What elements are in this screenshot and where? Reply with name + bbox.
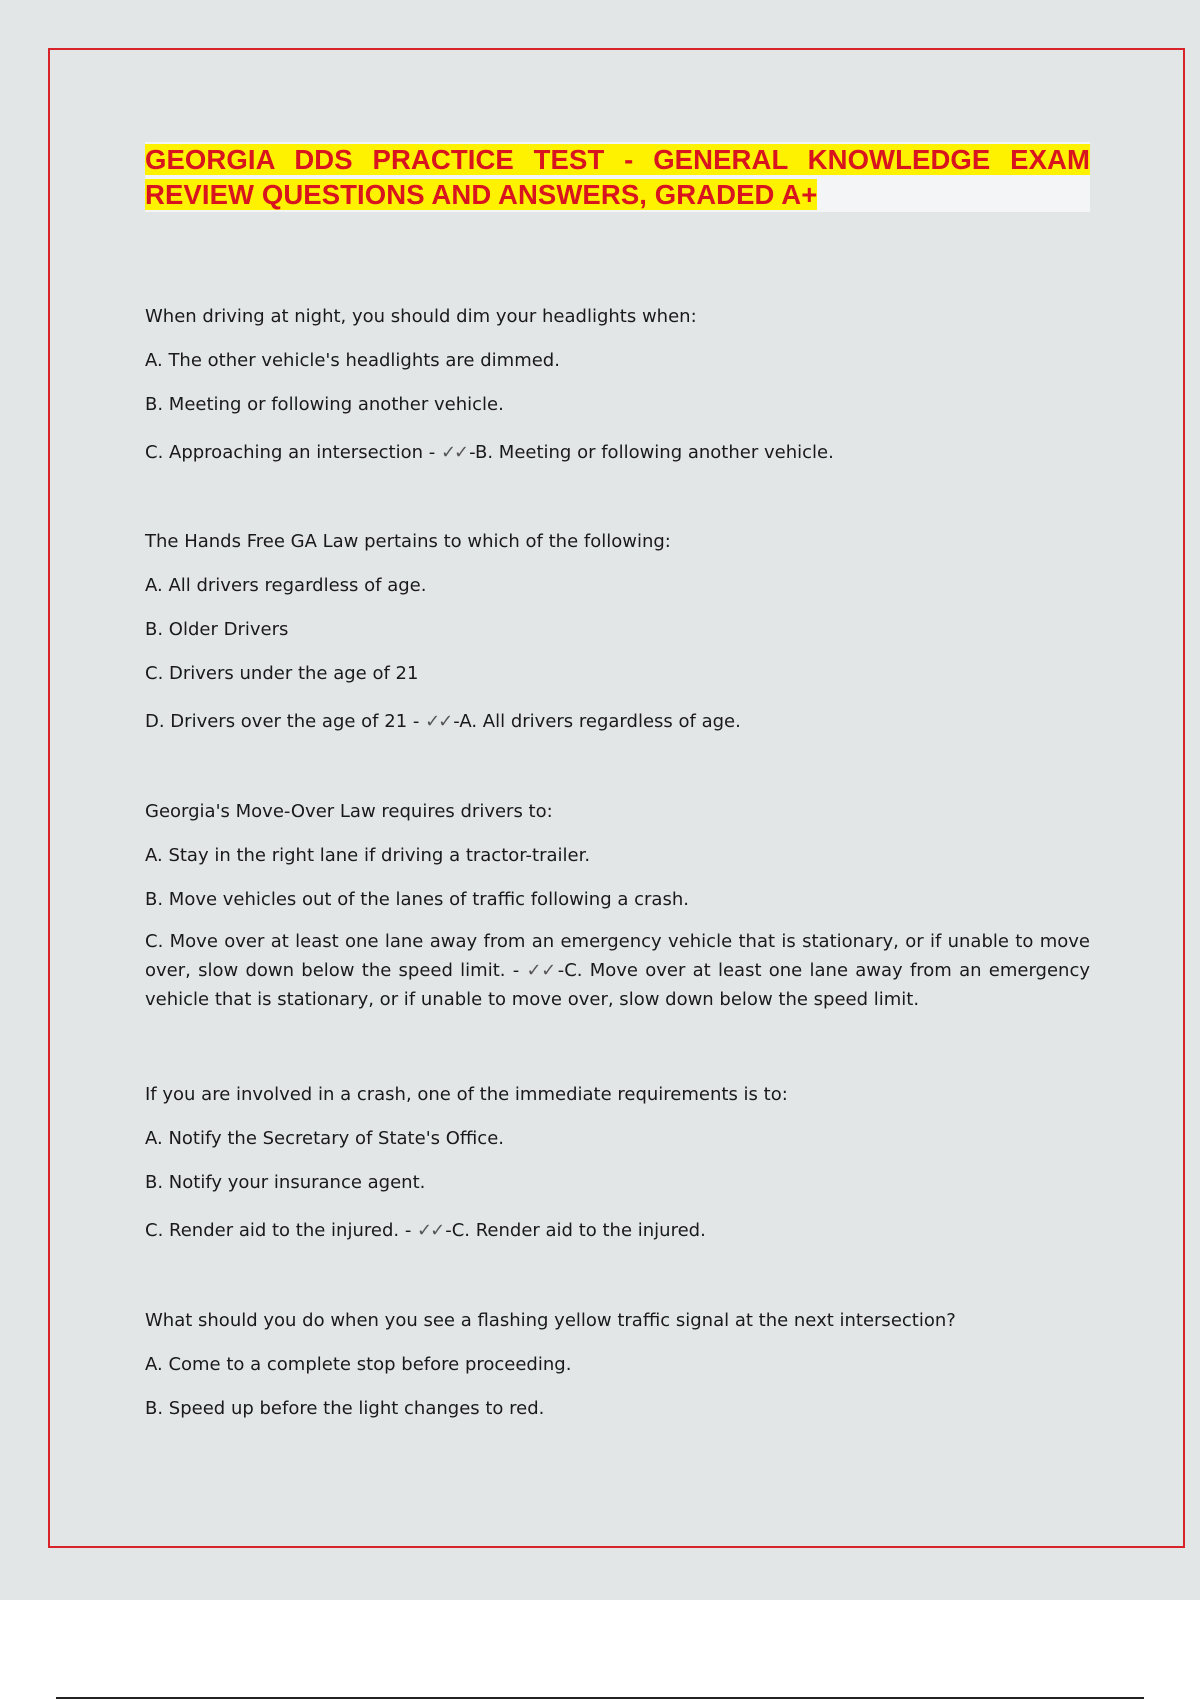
answer-option-text: C. Move over at least one lane away from an emergency vehicle that is stationary, or if unable to move over, slow down below the speed limit. - bbox=[145, 931, 1090, 981]
answer-option: A. The other vehicle's headlights are dimmed. bbox=[145, 350, 560, 371]
answer-option: A. All drivers regardless of age. bbox=[145, 575, 427, 596]
answer-option-with-answer bbox=[145, 927, 1090, 1014]
answer-option-with-answer bbox=[145, 1218, 1090, 1244]
answer-option-text: D. Drivers over the age of 21 - bbox=[145, 711, 426, 732]
question-block bbox=[145, 799, 1090, 1014]
double-check-icon: ✓✓ bbox=[417, 1220, 444, 1241]
answer-option: B. Meeting or following another vehicle. bbox=[145, 394, 504, 415]
question-text: When driving at night, you should dim your headlights when: bbox=[145, 306, 697, 327]
answer-option-with-answer bbox=[145, 709, 1090, 735]
answer-option-text: C. Render aid to the injured. - bbox=[145, 1220, 418, 1241]
correct-answer: -A. All drivers regardless of age. bbox=[453, 711, 741, 732]
answer-option: A. Stay in the right lane if driving a tractor-trailer. bbox=[145, 845, 591, 866]
correct-answer: -B. Meeting or following another vehicle. bbox=[469, 442, 834, 463]
double-check-icon: ✓✓ bbox=[526, 960, 556, 981]
title-line-2: REVIEW QUESTIONS AND ANSWERS, GRADED A+ bbox=[145, 179, 818, 210]
title-line-1: GEORGIA DDS PRACTICE TEST - GENERAL KNOWLEDGE EXAM bbox=[145, 144, 1090, 175]
question-text: The Hands Free GA Law pertains to which of the following: bbox=[145, 531, 671, 552]
question-block bbox=[145, 529, 1090, 735]
answer-option-with-answer bbox=[145, 440, 1090, 466]
correct-answer: -C. Move over at least one lane away from an emergency vehicle that is stationary, or if unable to move over, slow down below the speed limit. bbox=[145, 960, 1090, 1010]
question-text: If you are involved in a crash, one of the immediate requirements is to: bbox=[145, 1084, 788, 1105]
answer-option: B. Speed up before the light changes to red. bbox=[145, 1398, 545, 1419]
answer-option: C. Drivers under the age of 21 bbox=[145, 663, 419, 684]
question-block bbox=[145, 1308, 1090, 1422]
document-content bbox=[145, 142, 1090, 1419]
document-title bbox=[145, 142, 1090, 212]
answer-option-text: C. Approaching an intersection - bbox=[145, 442, 441, 463]
answer-option: A. Notify the Secretary of State's Office. bbox=[145, 1128, 504, 1149]
footer-divider bbox=[56, 1697, 1144, 1699]
double-check-icon: ✓✓ bbox=[440, 442, 468, 463]
answer-option: A. Come to a complete stop before proceeding. bbox=[145, 1354, 572, 1375]
answer-option: B. Move vehicles out of the lanes of traffic following a crash. bbox=[145, 889, 689, 910]
answer-option: B. Notify your insurance agent. bbox=[145, 1172, 426, 1193]
double-check-icon: ✓✓ bbox=[425, 711, 452, 732]
correct-answer: -C. Render aid to the injured. bbox=[445, 1220, 706, 1241]
question-text: What should you do when you see a flashing yellow traffic signal at the next intersection? bbox=[145, 1310, 956, 1331]
question-block bbox=[145, 304, 1090, 466]
title-highlight bbox=[145, 144, 1090, 210]
question-text: Georgia's Move-Over Law requires drivers to: bbox=[145, 801, 553, 822]
question-block bbox=[145, 1082, 1090, 1244]
answer-option: B. Older Drivers bbox=[145, 619, 289, 640]
